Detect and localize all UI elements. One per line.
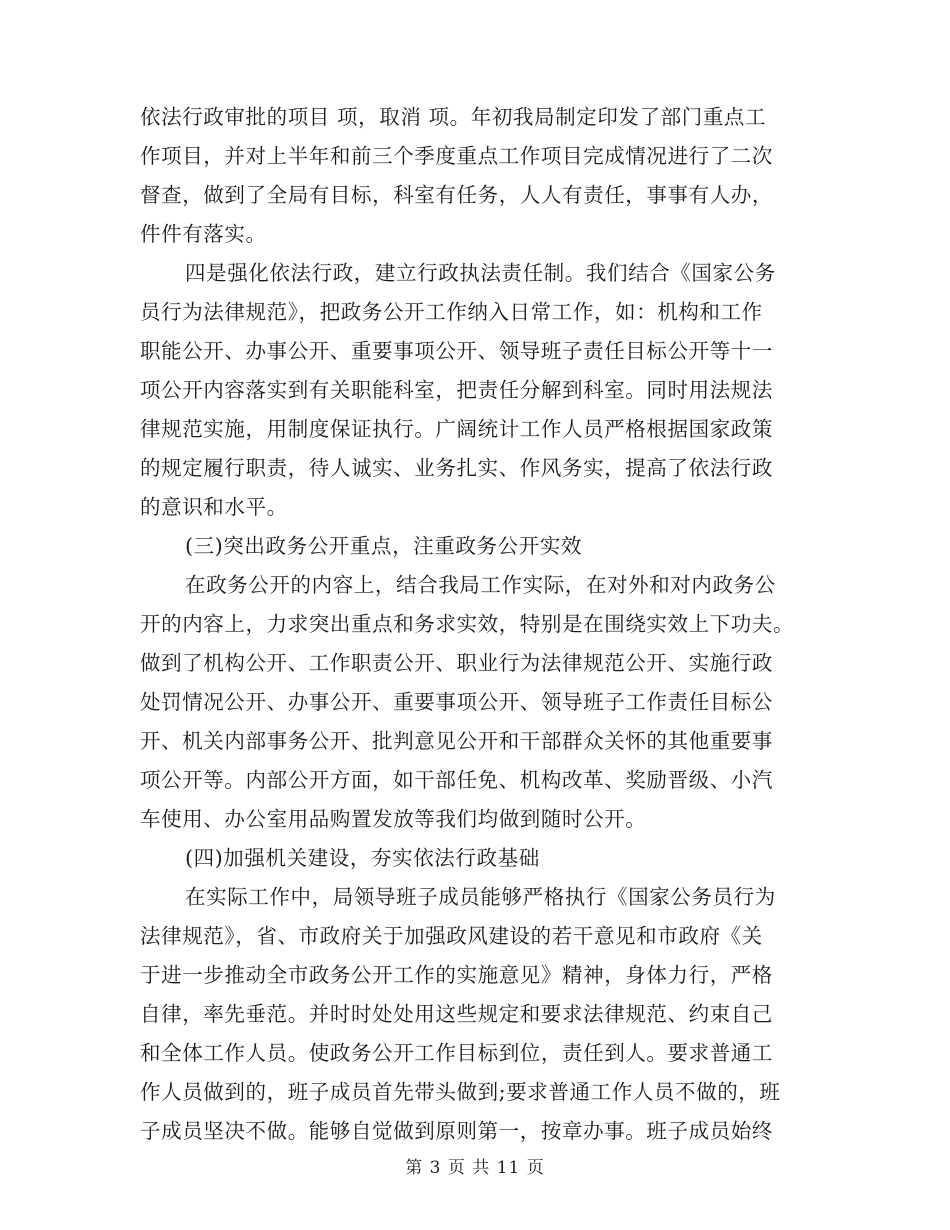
text-line: 项公开等。内部公开方面，如干部任免、机构改革、奖励晋级、小汽 [140, 768, 773, 792]
text-line: 作人员做到的，班子成员首先带头做到;要求普通工作人员不做的，班 [140, 1080, 781, 1104]
text-line: 的规定履行职责，待人诚实、业务扎实、作风务实，提高了依法行政 [140, 456, 773, 480]
text-line: (四)加强机关建设，夯实依法行政基础 [185, 846, 540, 870]
text-line: 在实际工作中，局领导班子成员能够严格执行《国家公务员行为 [185, 885, 776, 909]
text-line: 法律规范》，省、市政府关于加强政风建设的若干意见和市政府《关 [140, 924, 763, 948]
text-line: 车使用、办公室用品购置发放等我们均做到随时公开。 [140, 807, 647, 831]
text-line: 律规范实施，用制度保证执行。广阔统计工作人员严格根据国家政策 [140, 417, 773, 441]
text-line: 子成员坚决不做。能够自觉做到原则第一，按章办事。班子成员始终 [140, 1119, 773, 1143]
text-line: (三)突出政务公开重点，注重政务公开实效 [185, 534, 582, 558]
document-body [140, 98, 810, 1151]
text-line: 和全体工作人员。使政务公开工作目标到位，责任到人。要求普通工 [140, 1041, 773, 1065]
text-line: 的意识和水平。 [140, 495, 288, 519]
page-number-label: 第 3 页 共 11 页 [405, 1158, 545, 1178]
text-line: 在政务公开的内容上，结合我局工作实际，在对外和对内政务公 [185, 573, 776, 597]
text-line: 于进一步推动全市政务公开工作的实施意见》精神，身体力行，严格 [140, 963, 773, 987]
text-line: 做到了机构公开、工作职责公开、职业行为法律规范公开、实施行政 [140, 651, 773, 675]
text-line: 职能公开、办事公开、重要事项公开、领导班子责任目标公开等十一 [140, 339, 773, 363]
text-line: 四是强化依法行政，建立行政执法责任制。我们结合《国家公务 [185, 261, 776, 285]
page-footer [0, 1153, 950, 1178]
text-line: 项公开内容落实到有关职能科室，把责任分解到科室。同时用法规法 [140, 378, 773, 402]
text-line: 处罚情况公开、办事公开、重要事项公开、领导班子工作责任目标公 [140, 690, 773, 714]
text-line: 自律，率先垂范。并时时处处用这些规定和要求法律规范、约束自己 [140, 1002, 773, 1026]
text-line: 开、机关内部事务公开、批判意见公开和干部群众关怀的其他重要事 [140, 729, 773, 753]
text-line: 依法行政审批的项目 项，取消 项。年初我局制定印发了部门重点工 [140, 105, 767, 129]
text-line: 员行为法律规范》，把政务公开工作纳入日常工作，如：机构和工作 [140, 300, 763, 324]
text-line: 件件有落实。 [140, 222, 267, 246]
text-line: 开的内容上，力求突出重点和务求实效，特别是在围绕实效上下功夫。 [140, 612, 795, 636]
text-line: 作项目，并对上半年和前三个季度重点工作项目完成情况进行了二次 [140, 144, 773, 168]
text-line: 督查，做到了全局有目标，科室有任务，人人有责任，事事有人办， [140, 183, 773, 207]
